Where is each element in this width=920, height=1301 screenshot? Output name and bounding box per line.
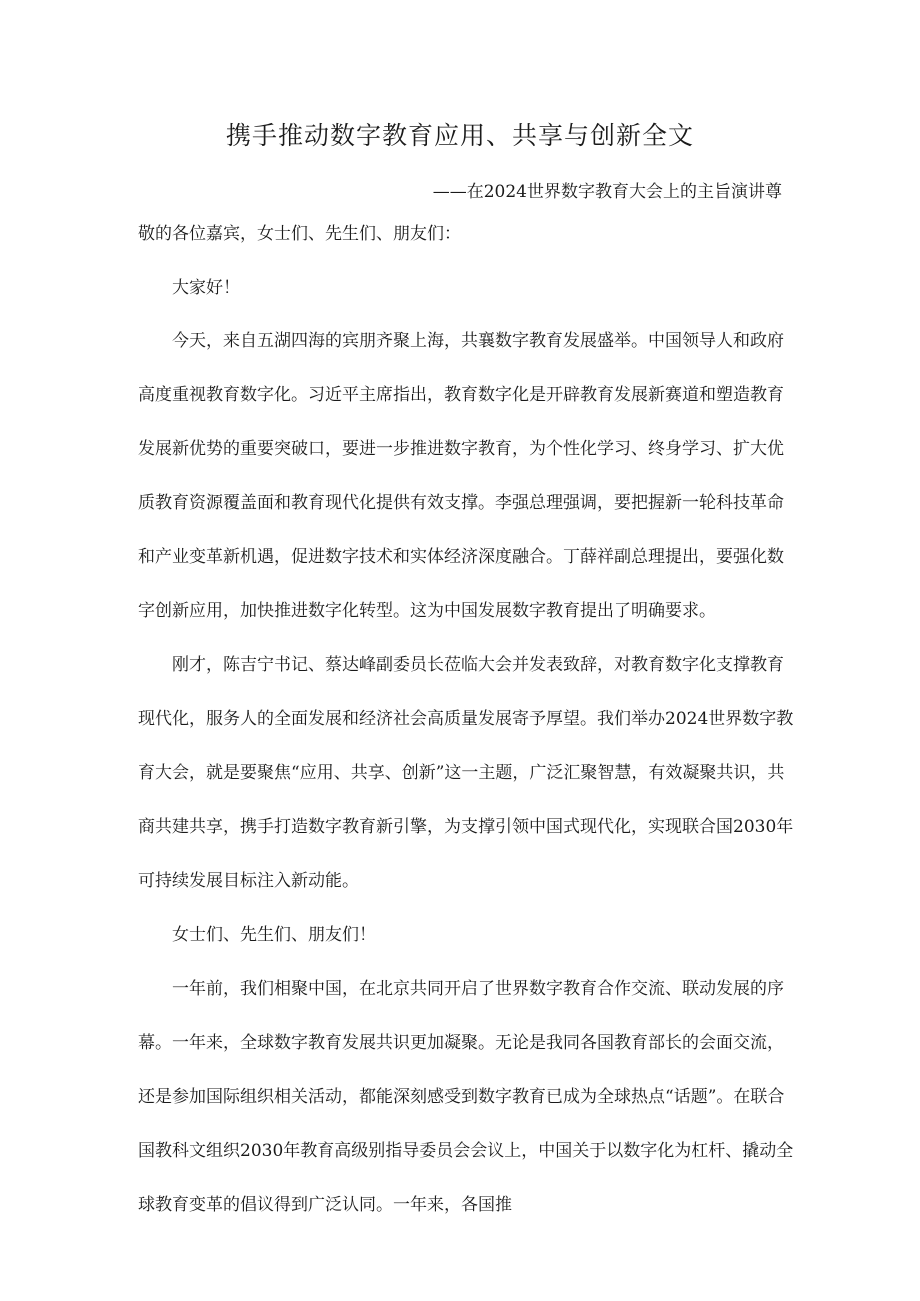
document-title: 携手推动数字教育应用、共享与创新全文 xyxy=(225,121,694,150)
salutation-paragraph: 敬的各位嘉宾，女士们、先生们、朋友们： xyxy=(138,224,461,244)
greeting-paragraph: 大家好！ xyxy=(172,278,240,298)
address-paragraph: 女士们、先生们、朋友们！ xyxy=(172,925,376,945)
body-paragraph: 刚才，陈吉宁书记、蔡达峰副委员长莅临大会并发表致辞，对教育数字化支撑教育现代化，服务人的全面发展和经济社会高质量发展寄予厚望。我们举办2024世界数字教育大会，就是要聚焦“应用、共享、创新”这一主题，广泛汇聚智慧，有效凝聚共识，共商共建共享，携手打造数字教育新引擎，为支撑引领中国式现代化，实现联合国2030年可持续发展目标注入新动能。 xyxy=(138,655,794,891)
body-paragraph: 一年前，我们相聚中国，在北京共同开启了世界数字教育合作交流、联动发展的序幕。一年来，全球数字教育发展共识更加凝聚。无论是我同各国教育部长的会面交流，还是参加国际组织相关活动，都能深刻感受到数字教育已成为全球热点“话题”。在联合国教科文组织2030年教育高级别指导委员会会议上，中国关于以数字化为杠杆、撬动全球教育变革的倡议得到广泛认同。一年来，各国推 xyxy=(138,979,794,1215)
document-subtitle: ——在2024世界数字教育大会上的主旨演讲尊 xyxy=(432,182,782,202)
body-paragraph: 今天，来自五湖四海的宾朋齐聚上海，共襄数字教育发展盛举。中国领导人和政府高度重视教育数字化。习近平主席指出，教育数字化是开辟教育发展新赛道和塑造教育发展新优势的重要突破口，要进一步推进数字教育，为个性化学习、终身学习、扩大优质教育资源覆盖面和教育现代化提供有效支撑。李强总理强调，要把握新一轮科技革命和产业变革新机遇，促进数字技术和实体经济深度融合。丁薛祥副总理提出，要强化数字创新应用，加快推进数字化转型。这为中国发展数字教育提出了明确要求。 xyxy=(138,331,784,621)
document-body xyxy=(138,220,798,1232)
